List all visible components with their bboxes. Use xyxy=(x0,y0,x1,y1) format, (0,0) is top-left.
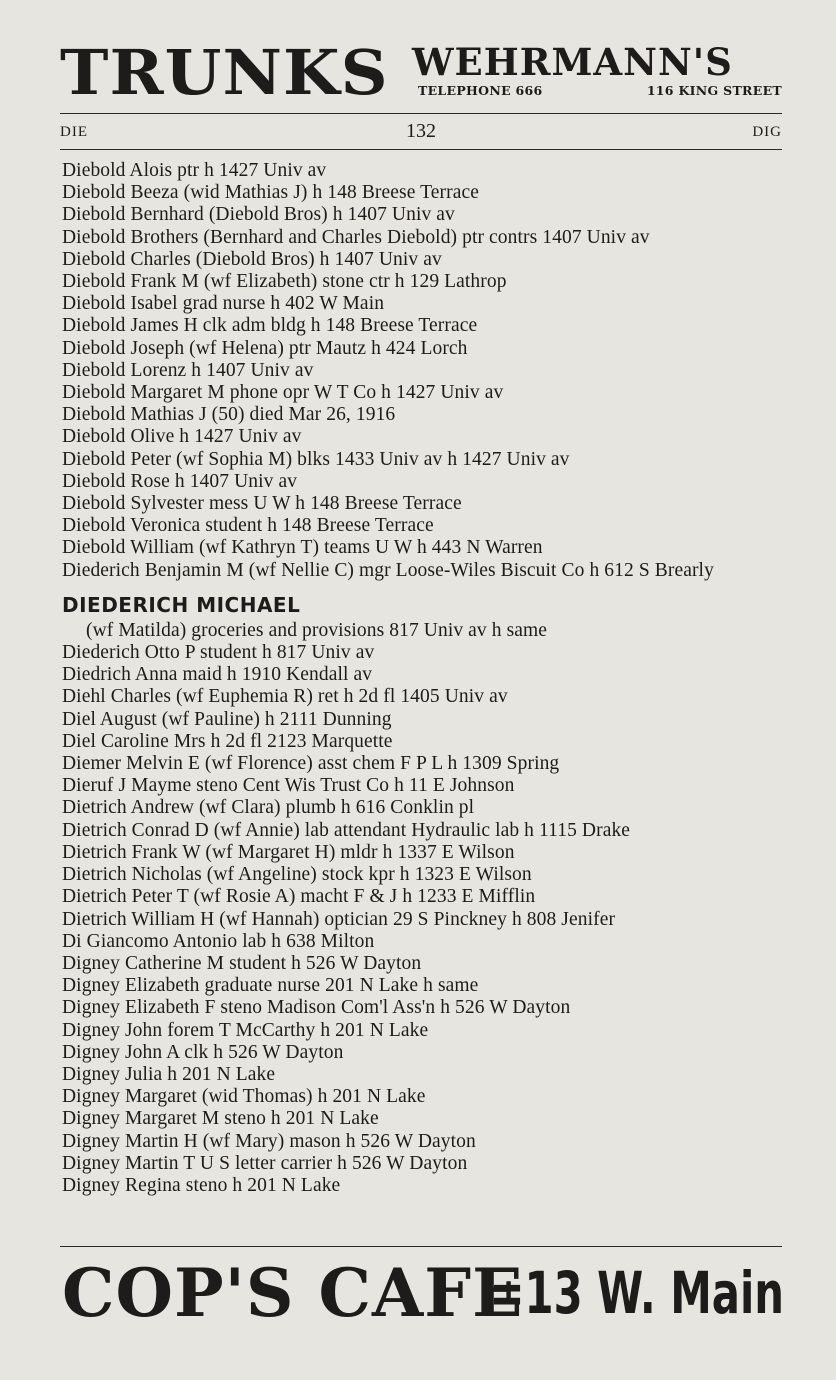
directory-entry: Diebold Frank M (wf Elizabeth) stone ctr h 129 Lathrop xyxy=(62,271,507,293)
directory-entry: Diebold Mathias J (50) died Mar 26, 1916 xyxy=(62,404,396,426)
header-rule xyxy=(60,113,782,114)
featured-entry-name: DIEDERICH MICHAEL xyxy=(62,592,301,617)
directory-entry: Dietrich Peter T (wf Rosie A) macht F & J h 1233 E Mifflin xyxy=(62,886,536,908)
guide-word-right: DIG xyxy=(752,124,782,140)
directory-entry: Diebold Margaret M phone opr W T Co h 1427 Univ av xyxy=(62,382,504,404)
directory-entry: Diebold Rose h 1407 Univ av xyxy=(62,470,298,492)
directory-entry: Digney John forem T McCarthy h 201 N Lake xyxy=(62,1019,429,1041)
directory-entry: Diebold Brothers (Bernhard and Charles Diebold) ptr contrs 1407 Univ av xyxy=(62,226,650,248)
directory-entry: Diebold Isabel grad nurse h 402 W Main xyxy=(62,293,385,315)
directory-entry: Digney Margaret M steno h 201 N Lake xyxy=(62,1108,379,1130)
directory-entry: Digney Elizabeth graduate nurse 201 N Lake h same xyxy=(62,975,479,997)
directory-entry: Di Giancomo Antonio lab h 638 Milton xyxy=(62,930,375,952)
page-number: 132 xyxy=(406,120,436,142)
directory-entry: Diehl Charles (wf Euphemia R) ret h 2d fl 1405 Univ av xyxy=(62,686,508,708)
directory-entry: Diederich Benjamin M (wf Nellie C) mgr Loose-Wiles Biscuit Co h 612 S Brearly xyxy=(62,559,714,581)
directory-entry: Diebold Joseph (wf Helena) ptr Mautz h 424 Lorch xyxy=(62,337,468,359)
running-head xyxy=(60,120,782,146)
directory-entry: Diebold Beeza (wid Mathias J) h 148 Breese Terrace xyxy=(62,182,479,204)
directory-entry: Dietrich Frank W (wf Margaret H) mldr h 1337 E Wilson xyxy=(62,841,515,863)
directory-entry: Digney Margaret (wid Thomas) h 201 N Lake xyxy=(62,1086,426,1108)
directory-entry: Dietrich William H (wf Hannah) optician 29 S Pinckney h 808 Jenifer xyxy=(62,908,616,930)
footer-rule xyxy=(60,1246,782,1247)
directory-entry: Dietrich Andrew (wf Clara) plumb h 616 Conklin pl xyxy=(62,797,475,819)
cafe-address: =13 W. Main xyxy=(489,1259,784,1327)
directory-entry: Diebold James H clk adm bldg h 148 Breese Terrace xyxy=(62,315,478,337)
directory-entry: Diebold Charles (Diebold Bros) h 1407 Univ av xyxy=(62,248,442,270)
directory-entry: Dietrich Conrad D (wf Annie) lab attendant Hydraulic lab h 1115 Drake xyxy=(62,819,631,841)
directory-entry: Digney Catherine M student h 526 W Dayton xyxy=(62,952,422,974)
directory-entry: Diel Caroline Mrs h 2d fl 2123 Marquette xyxy=(62,730,393,752)
featured-entry-detail: (wf Matilda) groceries and provisions 817 Univ av h same xyxy=(86,619,548,641)
business-name: WEHRMANN'S xyxy=(412,40,733,84)
directory-entry: Diebold Lorenz h 1407 Univ av xyxy=(62,359,314,381)
directory-entry: Diebold Alois ptr h 1427 Univ av xyxy=(62,160,327,181)
directory-entry: Diebold Peter (wf Sophia M) blks 1433 Univ av h 1427 Univ av xyxy=(62,448,570,470)
running-head-rule xyxy=(60,149,782,150)
directory-entry: Diel August (wf Pauline) h 2111 Dunning xyxy=(62,708,392,730)
business-address: 116 KING STREET xyxy=(646,83,782,98)
directory-entry: Diebold Veronica student h 148 Breese Terrace xyxy=(62,515,434,537)
telephone-number: TELEPHONE 666 xyxy=(418,83,543,98)
directory-entry: Diebold Bernhard (Diebold Bros) h 1407 Univ av xyxy=(62,204,455,226)
footer-advertisement xyxy=(62,1256,784,1336)
cafe-name: COP'S CAFE xyxy=(62,1254,524,1332)
directory-entry: Dietrich Nicholas (wf Angeline) stock kpr h 1323 E Wilson xyxy=(62,864,532,886)
directory-entry: Diederich Otto P student h 817 Univ av xyxy=(62,642,375,664)
directory-entry: Diebold Sylvester mess U W h 148 Breese Terrace xyxy=(62,493,462,515)
directory-entry: Digney Martin H (wf Mary) mason h 526 W Dayton xyxy=(62,1130,476,1152)
directory-entry: Digney Julia h 201 N Lake xyxy=(62,1063,276,1085)
directory-listings xyxy=(62,160,784,1197)
header-advertisement xyxy=(60,36,782,109)
directory-entry: Diedrich Anna maid h 1910 Kendall av xyxy=(62,664,373,686)
directory-entry: Diemer Melvin E (wf Florence) asst chem F P L h 1309 Spring xyxy=(62,753,560,775)
directory-entry: Digney Martin T U S letter carrier h 526 W Dayton xyxy=(62,1152,468,1174)
entries-before xyxy=(62,160,784,582)
directory-entry: Diebold William (wf Kathryn T) teams U W h 443 N Warren xyxy=(62,537,543,559)
directory-entry: Dieruf J Mayme steno Cent Wis Trust Co h 11 E Johnson xyxy=(62,775,515,797)
directory-entry: Digney Regina steno h 201 N Lake xyxy=(62,1174,341,1196)
guide-word-left: DIE xyxy=(60,124,88,140)
directory-entry: Digney John A clk h 526 W Dayton xyxy=(62,1041,344,1063)
trunks-ad-word: TRUNKS xyxy=(60,36,389,109)
directory-entry: Diebold Olive h 1427 Univ av xyxy=(62,426,302,448)
directory-entry: Digney Elizabeth F steno Madison Com'l Ass'n h 526 W Dayton xyxy=(62,997,571,1019)
entries-after xyxy=(62,642,784,1197)
